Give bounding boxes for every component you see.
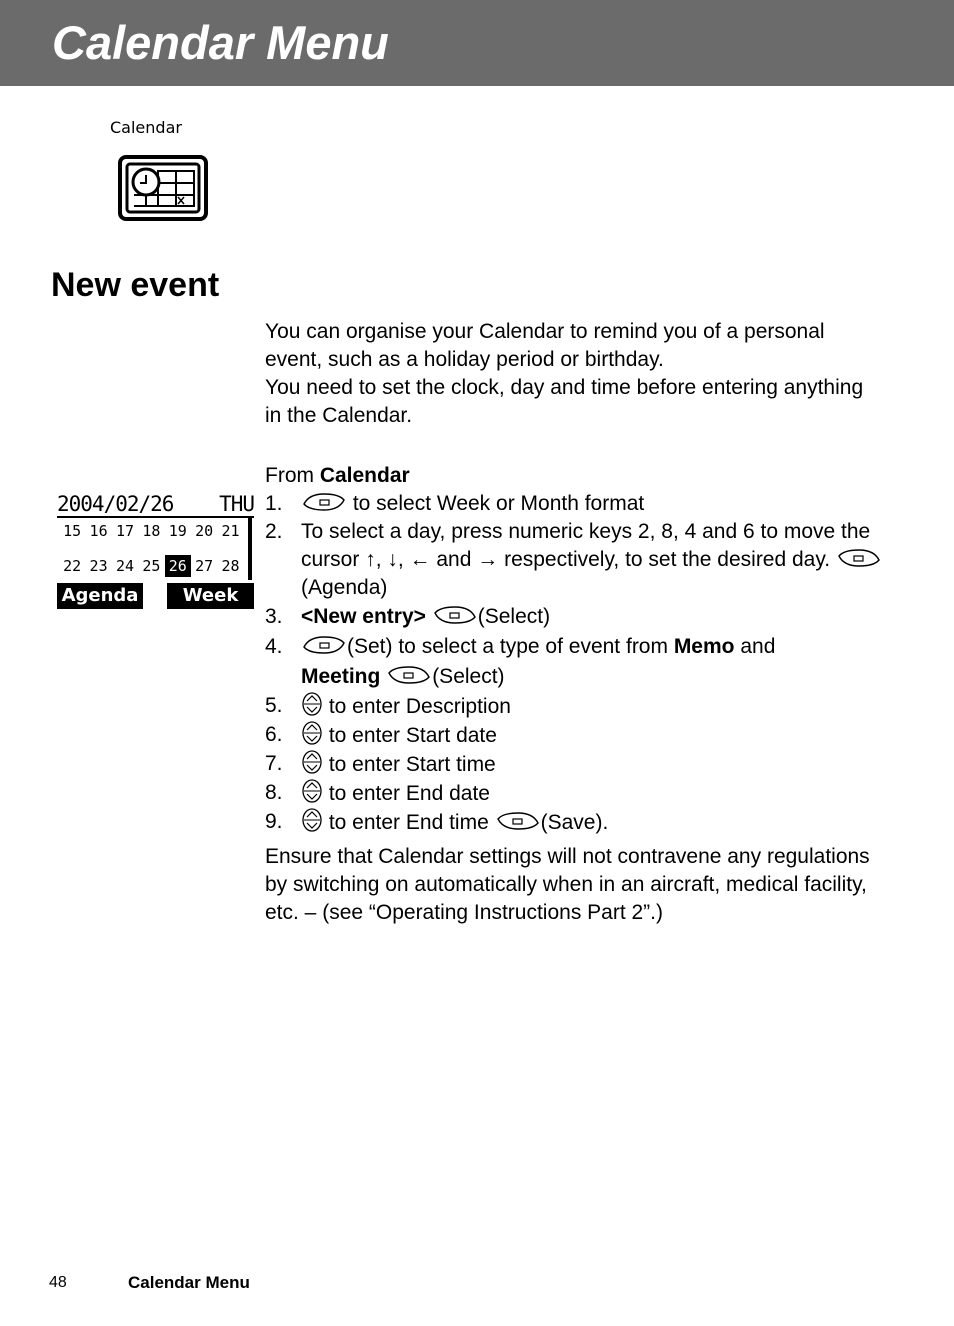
scrollbar [248,518,252,580]
step-text: to enter Description [323,695,511,718]
step-item [265,602,885,632]
procedure-steps [265,462,885,927]
step-item [265,721,885,750]
step-item [265,692,885,721]
separator: , [397,548,410,571]
step-item [265,808,885,837]
calendar-week-row [59,555,244,577]
step-text: to enter End date [323,782,490,805]
arrow-down-icon: ↓ [387,548,398,571]
calendar-day: 27 [195,557,214,575]
step-number: 6. [265,723,283,746]
navigation-key-icon [301,721,323,745]
calendar-day: 17 [115,522,134,540]
step-item [265,490,885,518]
softkey-week: Week [167,583,254,609]
step-number: 4. [265,635,283,658]
calendar-day: 15 [63,522,82,540]
intro-paragraph-2: You need to set the clock, day and time before entering anything in the Calendar. [265,376,864,427]
section-title: New event [51,266,220,304]
step-text: to enter End time [323,811,495,834]
calendar-day: 21 [221,522,240,540]
step-number: 8. [265,781,283,804]
date-underline [57,516,254,518]
arrow-right-icon: → [477,548,499,571]
calendar-day: 20 [195,522,214,540]
steps-intro [265,462,885,490]
closing-note: Ensure that Calendar settings will not contravene any regulations by switching on automatically when in an aircraft, medical facility, etc. – (see “Operating Instructions Part 2”.) [265,845,870,924]
step-number: 1. [265,492,283,515]
calendar-day: 16 [89,522,108,540]
right-soft-key-icon [432,604,478,626]
page-header [0,0,954,86]
step-text: and [734,635,776,658]
from-menu-name: Calendar [319,464,410,487]
key-label: (Agenda) [301,576,388,599]
navigation-key-icon [301,808,323,832]
calendar-week-row [59,520,244,542]
calendar-day-selected: 26 [165,555,191,577]
calendar-weekday: THU [219,492,254,516]
navigation-key-icon [301,692,323,716]
page-title: Calendar Menu [52,16,389,69]
step-text: respectively, to set the desired day. [498,548,836,571]
footer-chapter-title: Calendar Menu [128,1273,250,1292]
option-memo: Memo [673,635,735,658]
softkey-agenda: Agenda [57,583,143,609]
page-number: 48 [49,1274,67,1291]
key-label: (Select) [477,605,551,628]
step-item [265,750,885,779]
arrow-left-icon: ← [409,548,431,571]
intro-paragraph-1: You can organise your Calendar to remind you of a personal event, such as a holiday period or birthday. [265,320,825,371]
step-number: 2. [265,520,283,543]
navigation-key-icon [301,779,323,803]
step-number: 7. [265,752,283,775]
key-label: (Select) [432,665,505,688]
step-number: 5. [265,694,283,717]
option-meeting: Meeting [301,665,381,688]
calendar-day: 18 [142,522,161,540]
navigation-key-icon [301,750,323,774]
step-text: to enter Start time [323,753,496,776]
calendar-icon-caption: Calendar [110,118,182,137]
phone-screen-illustration [57,492,254,609]
step-item [265,632,885,692]
calendar-day: 25 [142,557,161,575]
separator: , [375,548,388,571]
step-text: to enter Start date [323,724,497,747]
right-soft-key-icon [836,547,882,569]
from-label: From [265,464,320,487]
calendar-day: 22 [63,557,82,575]
step-text: (Set) to select a type of event from [347,635,674,658]
calendar-day: 24 [115,557,134,575]
right-soft-key-icon [495,810,541,832]
step-number: 3. [265,605,283,628]
step-number: 9. [265,810,283,833]
calendar-day: 23 [89,557,108,575]
step-item [265,518,885,602]
calendar-day: 19 [168,522,187,540]
menu-option: <New entry> [301,605,426,628]
left-soft-key-icon [301,491,347,513]
separator: and [430,548,478,571]
right-soft-key-icon [386,664,432,686]
step-item [265,779,885,808]
softkey-bar [57,583,254,609]
step-text: to select Week or Month format [347,492,645,515]
left-soft-key-icon [301,634,347,656]
intro-text [265,318,875,430]
calendar-date-row [57,492,254,516]
steps-list [265,490,885,837]
calendar-clock-icon [118,155,208,221]
arrow-up-icon: ↑ [365,548,376,571]
step-text: To select a day, press numeric keys 2, 8, 4 and 6 to move the cursor [301,520,871,571]
key-label: (Save). [540,811,609,834]
calendar-day: 28 [221,557,240,575]
calendar-date: 2004/02/26 [57,492,174,516]
